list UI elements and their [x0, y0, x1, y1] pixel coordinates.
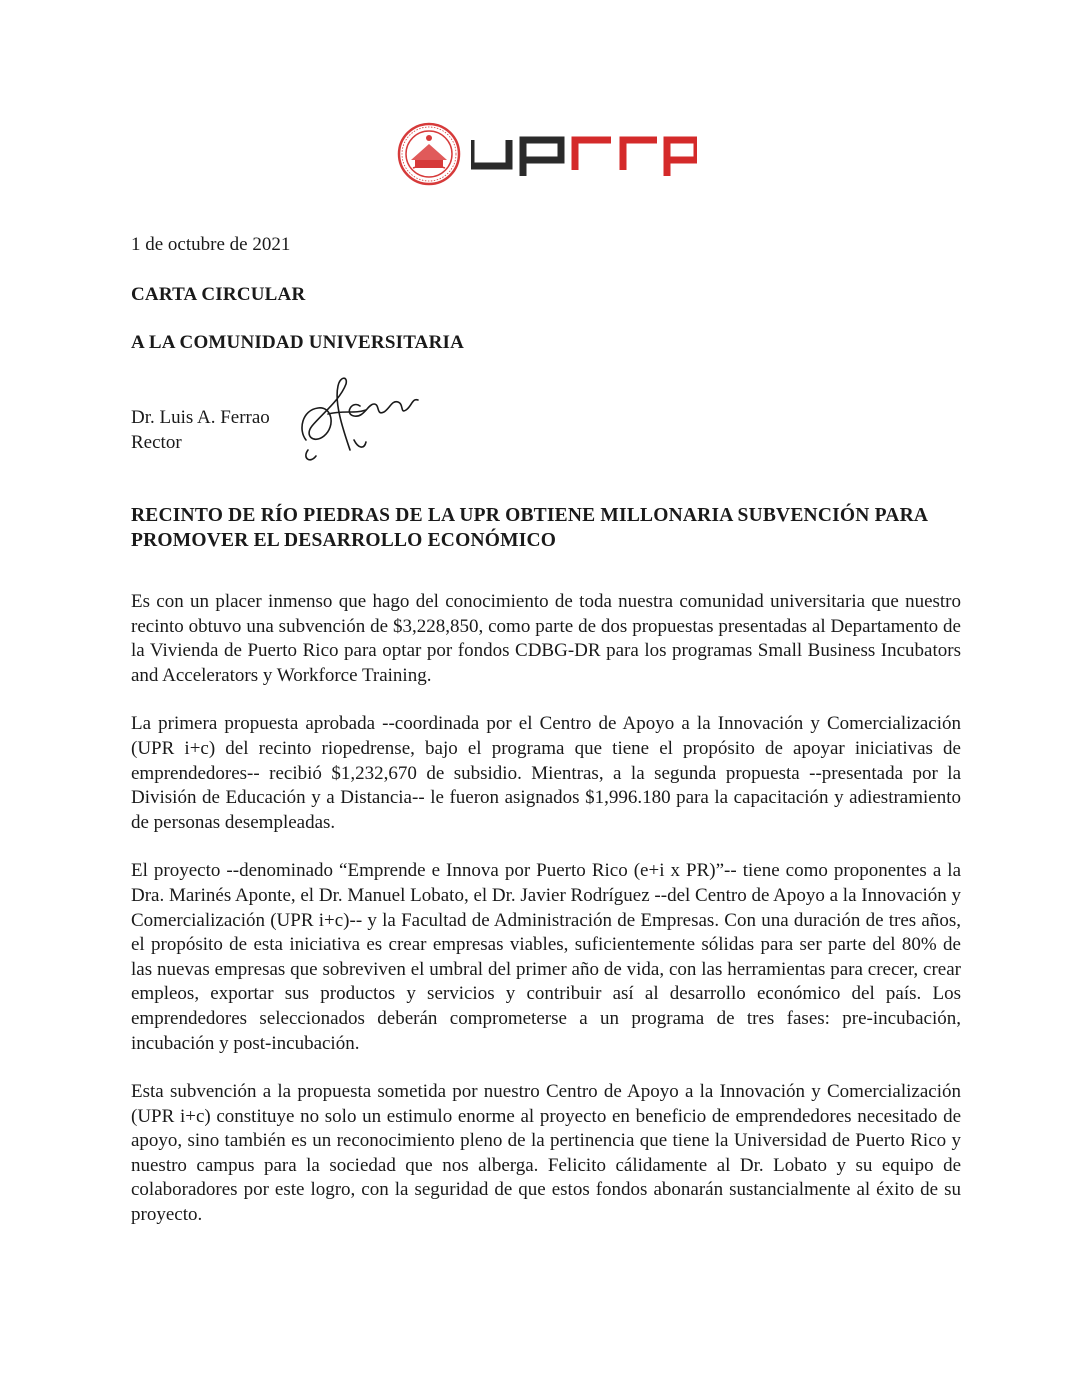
body-paragraph: La primera propuesta aprobada --coordinada por el Centro de Apoyo a la Innovación y Comercialización (UPR i+c) del recinto riopedrense, bajo el programa que tiene el propósito de apoyar iniciativas de emprendedores-- recibió $1,232,670 de subsidio. Mientras, a la segunda propuesta --presentada por la División de Educación y a Distancia-- le fueron asignados $1,996.180 para la capacitación y adiestramiento de personas desempleadas.: [131, 713, 961, 833]
university-seal-icon: [397, 122, 461, 186]
letter-body: [131, 590, 961, 1252]
sender-title: Rector: [131, 432, 182, 453]
letter-headline: RECINTO DE RÍO PIEDRAS DE LA UPR OBTIENE MILLONARIA SUBVENCIÓN PARA PROMOVER EL DESARROLLO ECONÓMICO: [131, 505, 928, 551]
sender-name: Dr. Luis A. Ferrao: [131, 407, 270, 428]
body-paragraph: El proyecto --denominado “Emprende e Innova por Puerto Rico (e+i x PR)”-- tiene como proponentes a la Dra. Marinés Aponte, el Dr. Manuel Lobato, el Dr. Javier Rodríguez --del Centro de Apoyo a la Innovación y Comercialización (UPR i+c)-- y la Facultad de Administración de Empresas. Con una duración de tres años, el propósito de esta iniciativa es crear empresas viables, suficientemente sólidas para ser parte del 80% de las nuevas empresas que sobreviven el umbral del primer año de vida, con las herramientas para crecer, crear empleos, exportar sus productos y servicios y contribuir así al desarrollo económico del país. Los emprendedores seleccionados deberán comprometerse a un programa de tres fases: pre-incubación, incubación y post-incubación.: [131, 860, 961, 1054]
sender-block: [131, 405, 270, 455]
body-paragraph: Esta subvención a la propuesta sometida por nuestro Centro de Apoyo a la Innovación y Comercialización (UPR i+c) constituye no solo un estimulo enorme al proyecto en beneficio de emprendedores necesitado de apoyo, sino también es un reconocimiento pleno de la pertinencia que tiene la Universidad de Puerto Rico y nuestro campus para la sociedad que nos alberga. Felicito cálidamente al Dr. Lobato y su equipo de colaboradores por este logro, con la seguridad de que estos fondos abonarán sustancialmente al éxito de su proyecto.: [131, 1081, 961, 1226]
handwritten-signature: [288, 370, 428, 470]
letter-date: 1 de octubre de 2021: [131, 234, 291, 255]
body-paragraph: Es con un placer inmenso que hago del conocimiento de toda nuestra comunidad universitaria que nuestro recinto obtuvo una subvención de $3,228,850, como parte de dos propuestas presentadas al Departamento de la Vivienda de Puerto Rico para optar por fondos CDBG-DR para los programas Small Business Incubators and Accelerators y Workforce Training.: [131, 591, 961, 686]
letter-type: CARTA CIRCULAR: [131, 284, 306, 305]
uprrp-logo: [397, 122, 697, 184]
uprrp-wordmark: [471, 132, 697, 176]
letter-recipient: A LA COMUNIDAD UNIVERSITARIA: [131, 332, 465, 353]
